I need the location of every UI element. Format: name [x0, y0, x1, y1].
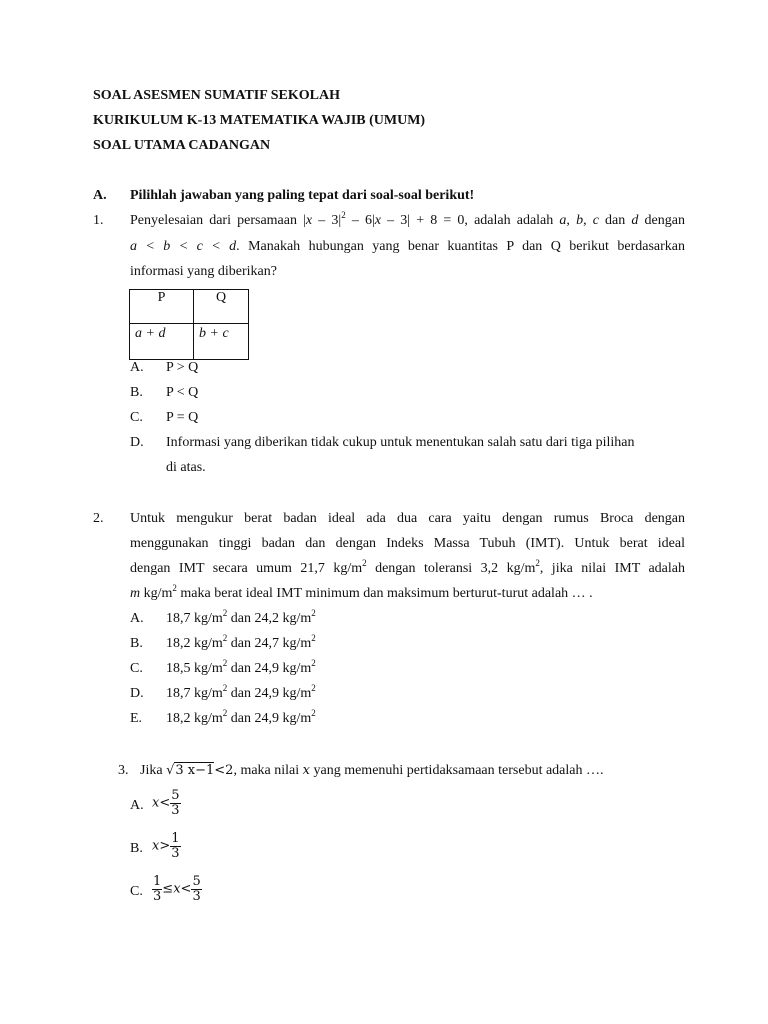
q2-option-b-letter: B.: [130, 636, 143, 651]
q1-line-2: a < b < c < d. Manakah hubungan yang benar kuantitas P dan Q berikut berdasarkan: [130, 239, 685, 254]
pq-table: [129, 289, 249, 360]
q2-number: 2.: [93, 511, 104, 526]
q2-line-3: dengan IMT secara umum 21,7 $kg/m^2$ dengan toleransi 3,2 $kg/m^2$, jika nilai IMT adalah: [130, 558, 685, 576]
q1-option-d-letter: D.: [130, 435, 144, 450]
q2-option-d-text: 18,7 $kg/m^2$ dan 24,9 $kg/m^2$: [166, 683, 316, 701]
q1-option-c-text: P = Q: [166, 410, 199, 425]
q2-option-c-letter: C.: [130, 661, 143, 676]
q3-number: 3.: [118, 763, 129, 778]
pq-head-p: P: [130, 290, 194, 324]
q2-line-4: m $kg/m^2$ maka berat ideal IMT minimum dan maksimum berturut-turut adalah … .: [130, 583, 593, 601]
pq-value-p: a + d: [130, 324, 194, 360]
q1-option-a-text: P > Q: [166, 360, 199, 375]
sqrt-sign: √: [166, 763, 175, 778]
q3-option-a-expr: x< $\frac{5}{3}$: [152, 788, 180, 818]
q1-option-d-text: Informasi yang diberikan tidak cukup untuk menentukan salah satu dari tiga pilihan: [166, 435, 635, 450]
header-line-1: SOAL ASESMEN SUMATIF SEKOLAH: [93, 88, 341, 103]
pq-head-q: Q: [194, 290, 249, 324]
header-line-2: KURIKULUM K-13 MATEMATIKA WAJIB (UMUM): [93, 113, 426, 128]
section-instruction: Pilihlah jawaban yang paling tepat dari soal-soal berikut!: [130, 188, 475, 203]
q3-option-a-letter: A.: [130, 798, 144, 813]
q1-option-b-text: P < Q: [166, 385, 199, 400]
q2-option-b-text: 18,2 $kg/m^2$ dan 24,7 $kg/m^2$: [166, 633, 316, 651]
q2-option-d-letter: D.: [130, 686, 144, 701]
pq-value-q: b + c: [194, 324, 249, 360]
q3-option-c-expr: $\frac{1}{3}$ ≤x< $\frac{5}{3}$: [153, 874, 201, 904]
q3-option-b-expr: x> $\frac{1}{3}$: [152, 831, 180, 861]
q2-line-2: menggunakan tinggi badan dan dengan Indeks Massa Tubuh (IMT). Untuk berat ideal: [130, 536, 685, 551]
q2-option-a-letter: A.: [130, 611, 144, 626]
q1-option-a-letter: A.: [130, 360, 144, 375]
q2-option-a-text: 18,7 $kg/m^2$ dan 24,2 $kg/m^2$: [166, 608, 316, 626]
header-line-3: SOAL UTAMA CADANGAN: [93, 138, 271, 153]
q3-stem: Jika √3 x−1<2, maka nilai x yang memenuhi pertidaksamaan tersebut adalah ….: [140, 763, 604, 778]
q1-option-b-letter: B.: [130, 385, 143, 400]
q1-number: 1.: [93, 213, 104, 228]
q1-option-d-text-cont: di atas.: [166, 460, 206, 475]
q2-option-e-text: 18,2 $kg/m^2$ dan 24,9 $kg/m^2$: [166, 708, 316, 726]
q3-option-b-letter: B.: [130, 841, 143, 856]
q2-option-e-letter: E.: [130, 711, 143, 726]
q2-line-1: Untuk mengukur berat badan ideal ada dua cara yaitu dengan rumus Broca dengan: [130, 511, 685, 526]
q1-line-1: Penyelesaian dari persamaan $|x - 3|^2 - 6|x - 3| + 8 = 0$, adalah adalah a, b, c dan d dengan: [130, 210, 685, 228]
q3-option-c-letter: C.: [130, 884, 143, 899]
q1-option-c-letter: C.: [130, 410, 143, 425]
q2-option-c-text: 18,5 $kg/m^2$ dan 24,9 $kg/m^2$: [166, 658, 316, 676]
q1-line-3: informasi yang diberikan?: [130, 264, 277, 279]
section-letter: A.: [93, 188, 107, 203]
